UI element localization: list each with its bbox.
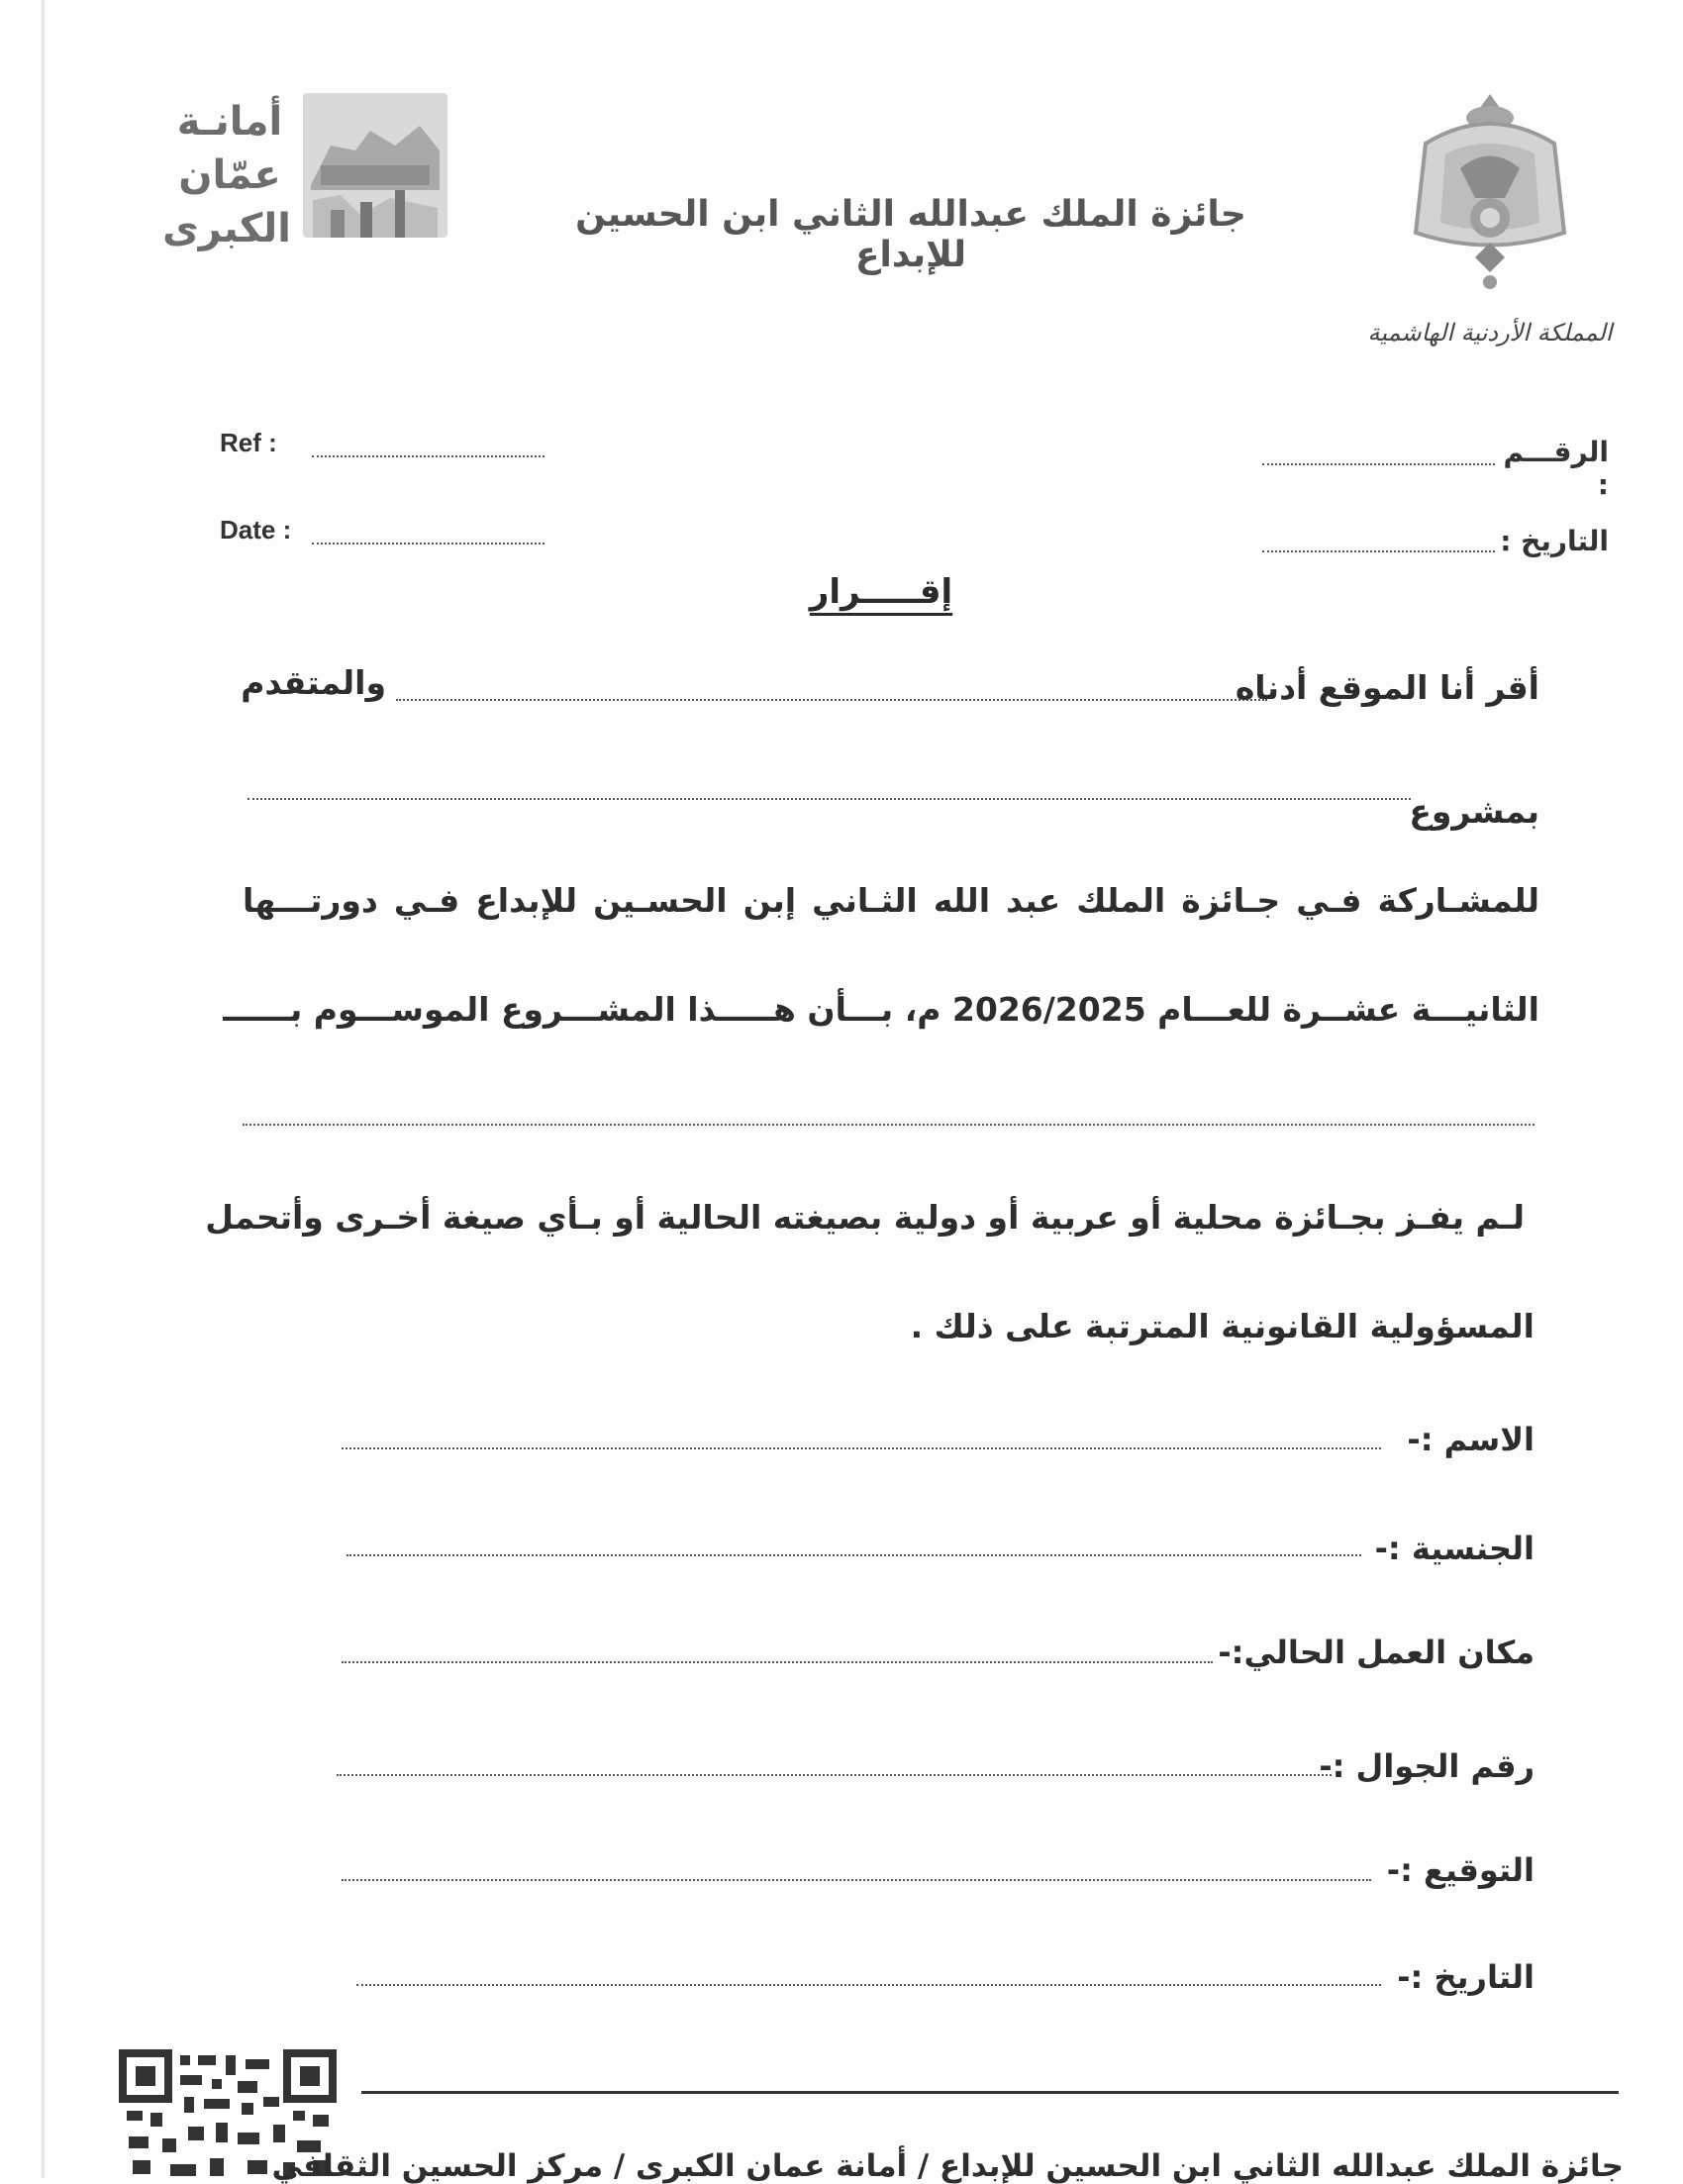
kingdom-text: المملكة الأردنية الهاشمية — [1367, 319, 1613, 347]
declarant-name-field[interactable] — [396, 699, 1267, 701]
project-title-field[interactable] — [243, 1124, 1534, 1126]
declaration-line2-start: بمشروع — [1409, 792, 1539, 831]
jordan-emblem-icon — [1406, 84, 1574, 292]
date-field[interactable] — [312, 543, 544, 545]
mobile-label: رقم الجوال :- — [1319, 1747, 1534, 1785]
workplace-field[interactable] — [342, 1661, 1213, 1663]
amman-logo-line: أمانـة — [176, 99, 283, 145]
declaration-line3: للمشـاركة فـي جـائزة الملك عبد الله الثـاني إبن الحسـين للإبداع فـي دورتـــها — [243, 881, 1539, 920]
number-label-ar: الرقـــم : — [1503, 436, 1609, 501]
project-field[interactable] — [248, 798, 1411, 800]
ref-field[interactable] — [312, 455, 544, 457]
document-title: إقـــــرار — [809, 572, 953, 612]
mobile-field[interactable] — [337, 1774, 1332, 1776]
footer-text: جائزة الملك عبدالله الثاني ابن الحسين للإبداع / أمانة عمان الكبرى / مركز الحسين الثقافي — [271, 2148, 1624, 2184]
name-label: الاسم :- — [1407, 1421, 1534, 1458]
date-signed-label: التاريخ :- — [1397, 1958, 1534, 1996]
date-field-ar[interactable] — [1262, 550, 1495, 552]
name-field[interactable] — [342, 1447, 1381, 1449]
nationality-label: الجنسية :- — [1374, 1530, 1534, 1567]
signature-field[interactable] — [342, 1879, 1371, 1881]
date-label-ar: التاريخ : — [1500, 525, 1609, 557]
ref-label: Ref : — [220, 428, 277, 457]
amman-logo-mark — [301, 91, 449, 240]
amman-logo — [162, 91, 447, 259]
amman-logo-text — [162, 95, 291, 255]
amman-logo-line: الكبرى — [162, 206, 291, 251]
date-label: Date : — [220, 515, 292, 545]
number-field-ar[interactable] — [1262, 463, 1495, 465]
declaration-line6: المسؤولية القانونية المترتبة على ذلك . — [910, 1307, 1534, 1345]
declaration-line1-start: أقر أنا الموقع أدناه — [1235, 668, 1539, 707]
workplace-label: مكان العمل الحالي:- — [1218, 1634, 1534, 1671]
amman-logo-line: عمّان — [178, 152, 281, 198]
footer-rule — [361, 2091, 1619, 2094]
signature-label: التوقيع :- — [1386, 1851, 1534, 1889]
award-title: جائزة الملك عبدالله الثاني ابن الحسين للإبداع — [575, 194, 1246, 275]
date-signed-field[interactable] — [356, 1984, 1381, 1986]
page-edge — [42, 0, 45, 2178]
declaration-line5: لـم يفـز بجـائزة محلية أو عربية أو دولية بصيغته الحالية أو بـأي صيغة أخـرى وأتحمل — [205, 1198, 1525, 1237]
declaration-line4: الثانيـــة عشــرة للعـــام 2026/2025 م، بـــأن هـــــذا المشـــروع الموســـوم بــــــ — [223, 990, 1539, 1029]
nationality-field[interactable] — [346, 1554, 1361, 1556]
declaration-line1-end: والمتقدم — [241, 663, 386, 702]
